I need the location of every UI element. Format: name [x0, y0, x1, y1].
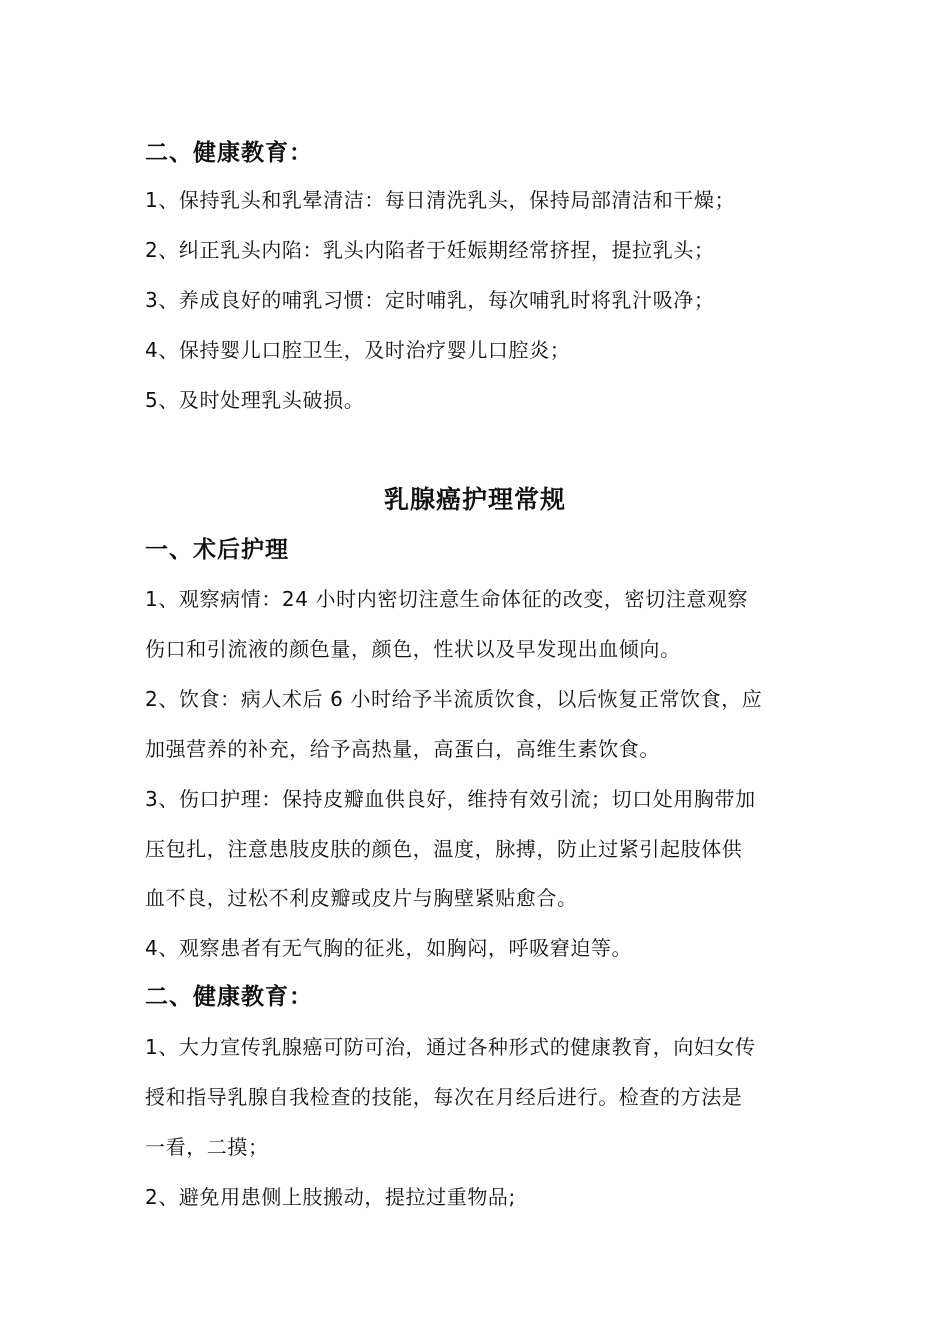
paragraph-line: 加强营养的补充，给予高热量，高蛋白，高维生素饮食。	[145, 737, 660, 761]
paragraph-line: 4、保持婴儿口腔卫生，及时治疗婴儿口腔炎；	[145, 338, 571, 362]
paragraph-line: 2、饮食：病人术后 6 小时给予半流质饮食，以后恢复正常饮食，应	[145, 687, 763, 711]
paragraph-line: 3、伤口护理：保持皮瓣血供良好，维持有效引流；切口处用胸带加	[145, 787, 756, 811]
paragraph-line: 1、大力宣传乳腺癌可防可治，通过各种形式的健康教育，向妇女传	[145, 1035, 756, 1059]
section-heading-health-education: 二、健康教育：	[145, 140, 313, 166]
paragraph-line: 5、及时处理乳头破损。	[145, 388, 365, 412]
paragraph-line: 压包扎，注意患肢皮肤的颜色，温度，脉搏，防止过紧引起肢体供	[145, 837, 743, 861]
section-heading-postoperative-care: 一、术后护理	[145, 537, 289, 563]
paragraph-line: 伤口和引流液的颜色量，颜色，性状以及早发现出血倾向。	[145, 637, 681, 661]
paragraph-line: 一看，二摸；	[145, 1135, 269, 1159]
paragraph-line: 4、观察患者有无气胸的征兆，如胸闷，呼吸窘迫等。	[145, 936, 633, 960]
paragraph-line: 1、观察病情：24 小时内密切注意生命体征的改变，密切注意观察	[145, 587, 749, 611]
paragraph-line: 1、保持乳头和乳晕清洁：每日清洗乳头，保持局部清洁和干燥；	[145, 188, 736, 212]
document-title: 乳腺癌护理常规	[383, 485, 566, 514]
paragraph-line: 2、纠正乳头内陷：乳头内陷者于妊娠期经常挤捏，提拉乳头；	[145, 238, 715, 262]
paragraph-line: 血不良，过松不利皮瓣或皮片与胸壁紧贴愈合。	[145, 886, 578, 910]
section-heading-health-education-2: 二、健康教育：	[145, 984, 313, 1010]
paragraph-line: 2、避免用患侧上肢搬动，提拉过重物品;	[145, 1185, 516, 1209]
paragraph-line: 授和指导乳腺自我检查的技能，每次在月经后进行。检查的方法是	[145, 1085, 743, 1109]
paragraph-line: 3、养成良好的哺乳习惯：定时哺乳，每次哺乳时将乳汁吸净；	[145, 288, 715, 312]
